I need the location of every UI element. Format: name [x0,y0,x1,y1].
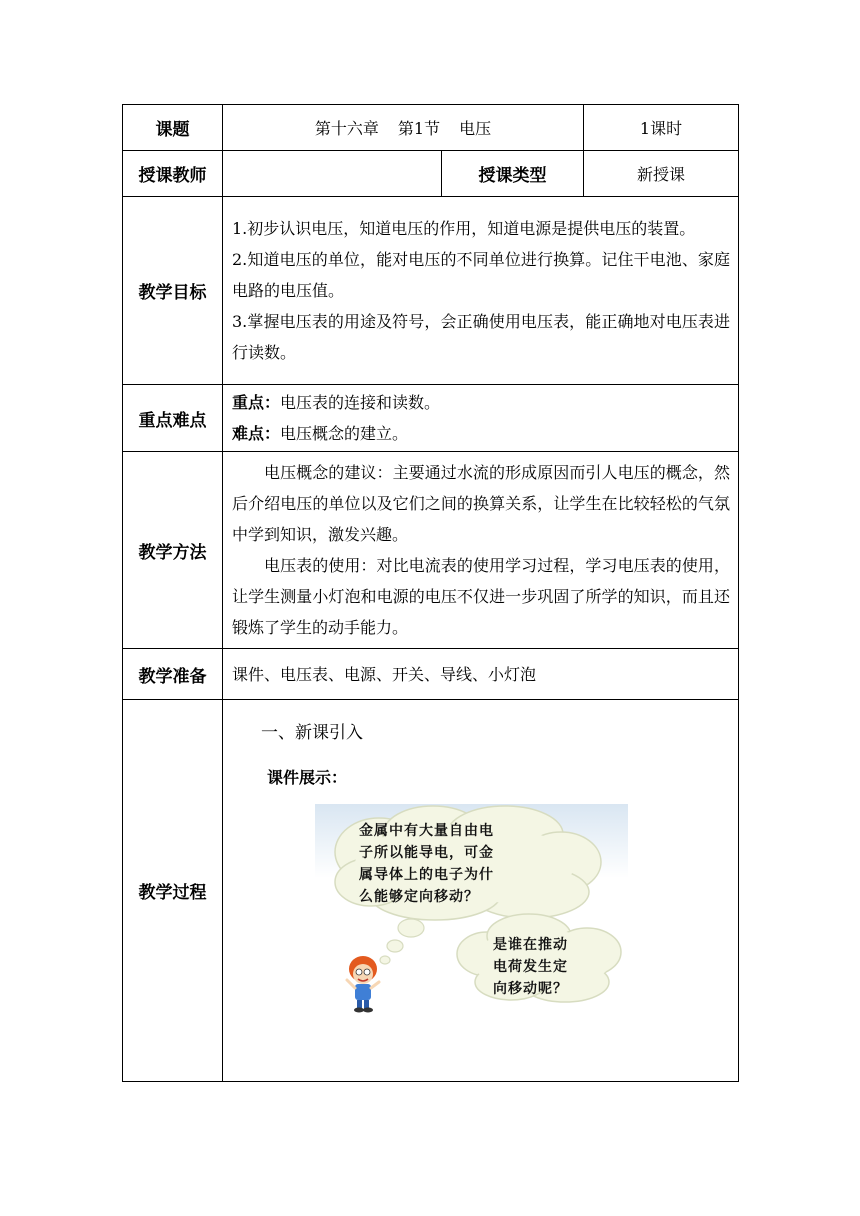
preparation-label: 教学准备 [123,649,223,700]
method-paragraph: 电压概念的建议：主要通过水流的形成原因而引人电压的概念，然后介绍电压的单位以及它们之间的换算关系，让学生在比较轻松的气氛中学到知识，激发兴趣。 [232,463,731,544]
topic-row [123,105,739,151]
courseware-illustration [315,804,628,1016]
teacher-row [123,151,739,197]
preparation-row [123,649,739,700]
lesson-type-value: 新授课 [584,151,739,197]
methods-row [123,452,739,649]
difficult-point-text: 电压概念的建立。 [280,424,409,443]
class-hours: 1课时 [584,105,739,151]
objectives-row [123,197,739,385]
lesson-plan [122,104,738,1082]
process-row [123,700,739,1082]
objectives-label: 教学目标 [123,197,223,385]
method-paragraph: 电压表的使用：对比电流表的使用学习过程，学习电压表的使用，让学生测量小灯泡和电源的电压不仅进一步巩固了所学的知识，而且还锻炼了学生的动手能力。 [232,556,731,637]
preparation-content: 课件、电压表、电源、开关、导线、小灯泡 [223,649,739,700]
difficult-point-label: 难点： [232,424,281,443]
methods-label: 教学方法 [123,452,223,649]
process-content [223,700,739,1082]
methods-content [223,452,739,649]
key-points-row [123,385,739,452]
lesson-plan-table [122,104,739,1082]
courseware-title: 课件展示： [267,768,348,787]
teacher-label: 授课教师 [123,151,223,197]
teacher-value [223,151,442,197]
key-points-label: 重点难点 [123,385,223,452]
section-title: 一、新课引入 [261,723,363,743]
objective-item: 1.初步认识电压，知道电压的作用，知道电源是提供电压的装置。 [232,219,696,238]
key-points-content [223,385,739,452]
objectives-content [223,197,739,385]
lesson-type-label: 授课类型 [442,151,584,197]
bubble-question-2: 是谁在推动 电荷发生定 向移动呢？ [493,937,568,997]
objective-item: 2.知道电压的单位，能对电压的不同单位进行换算。记住干电池、家庭电路的电压值。 [232,250,731,300]
key-point-label: 重点： [232,393,281,412]
key-point-text: 电压表的连接和读数。 [280,393,441,412]
topic-value: 第十六章 第1节 电压 [223,105,584,151]
objective-item: 3.掌握电压表的用途及符号，会正确使用电压表，能正确地对电压表进行读数。 [232,312,731,362]
bubble-question-1: 金属中有大量自由电 子所以能导电，可金 属导体上的电子为什 么能够定向移动？ [359,823,494,905]
process-label: 教学过程 [123,700,223,1082]
topic-label: 课题 [123,105,223,151]
